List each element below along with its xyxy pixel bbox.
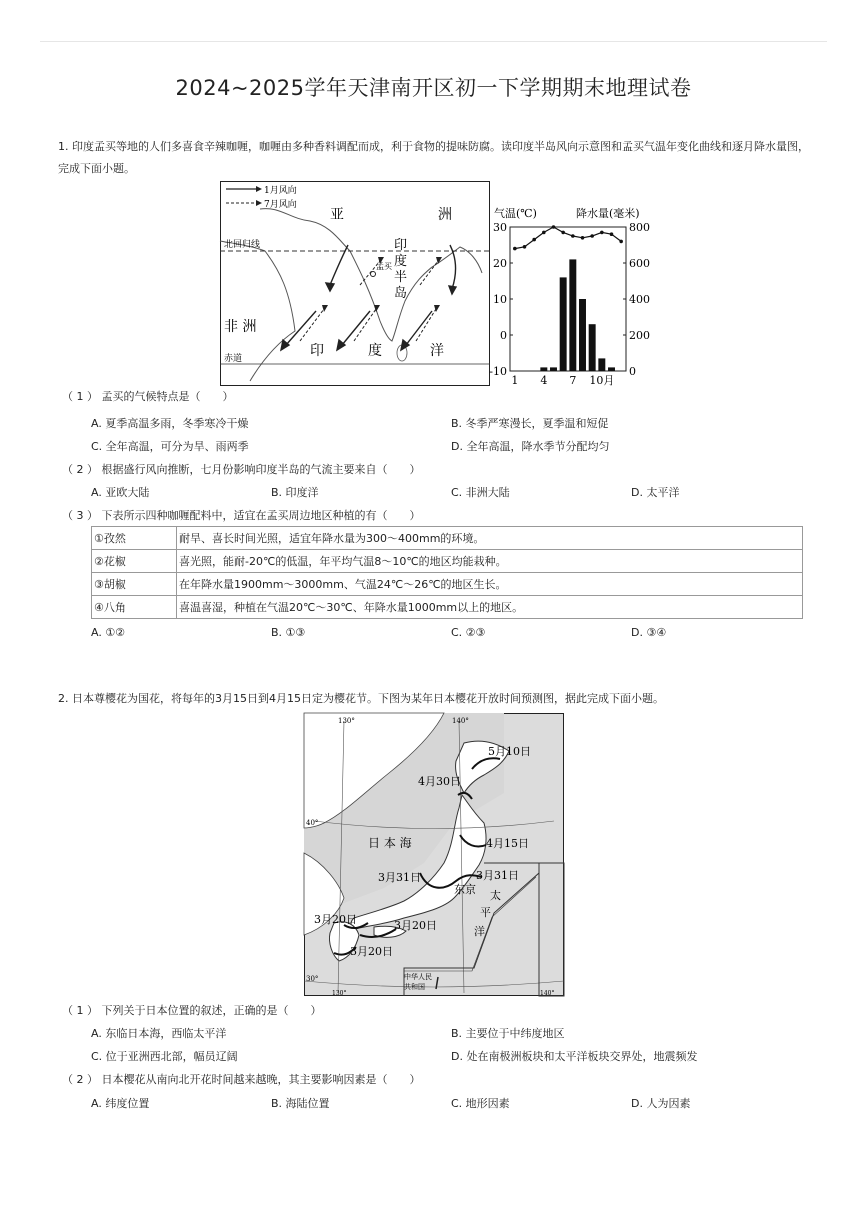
temperature-point xyxy=(513,247,517,251)
header-divider xyxy=(40,41,827,42)
x-tick-label: 10月 xyxy=(589,374,615,387)
label-mar-20-c: 3月20日 xyxy=(350,945,393,958)
ocean-label-1: 印 xyxy=(310,343,324,359)
q2-sub1-option-b[interactable]: B. 主要位于中纬度地区 xyxy=(451,1027,565,1040)
ocean-label-2: 度 xyxy=(368,343,382,359)
temperature-point xyxy=(581,236,585,240)
india-label-1: 印 xyxy=(394,238,408,253)
left-tick-label: 30 xyxy=(493,221,507,234)
q2-sub1-option-d[interactable]: D. 处在南极洲板块和太平洋板块交界处，地震频发 xyxy=(451,1050,698,1063)
left-tick-label: 20 xyxy=(493,257,507,270)
right-tick-label: 0 xyxy=(629,365,636,378)
label-mar-20-a: 3月20日 xyxy=(314,913,357,926)
temperature-point xyxy=(542,231,546,235)
lat-40-label: 40° xyxy=(306,819,319,827)
x-tick-label: 1 xyxy=(511,374,519,387)
question-1-intro: 1. 印度孟买等地的人们多喜食辛辣咖喱，咖喱由多种香料调配而成，利于食物的提味防腐。读印度半岛风向示意图和孟买气温年变化曲线和逐月降水量图，完成下面小题。 xyxy=(58,140,809,175)
label-apr-15: 4月15日 xyxy=(486,837,529,850)
label-pacific-1: 太 xyxy=(490,889,501,902)
ocean-label-3: 洋 xyxy=(430,343,444,359)
q1-sub2-option-b[interactable]: B. 印度洋 xyxy=(271,486,319,499)
q1-sub1-option-a[interactable]: A. 夏季高温多雨，冬季寒冷干燥 xyxy=(91,417,249,430)
q1-sub2-stem: （ 2 ） 根据盛行风向推断，七月份影响印度半岛的气流主要来自（ ） xyxy=(62,463,421,476)
q2-sub2-option-b[interactable]: B. 海陆位置 xyxy=(271,1097,330,1110)
asia-label-1: 亚 xyxy=(330,207,344,223)
chart-ylabel-left: 气温(℃) xyxy=(494,207,537,220)
table-row: ①孜然 耐旱、喜长时间光照，适宜年降水量为300～400mm的环境。 xyxy=(92,527,803,550)
precip-bar xyxy=(550,367,557,371)
table-row: ③胡椒 在年降水量1900mm～3000mm、气温24℃～26℃的地区生长。 xyxy=(92,573,803,596)
question-2-intro: 2. 日本尊樱花为国花，将每年的3月15日到4月15日定为樱花节。下图为某年日本樱花开放时间预测图，据此完成下面小题。 xyxy=(58,692,664,705)
right-tick-label: 800 xyxy=(629,221,650,234)
left-tick-label: -10 xyxy=(489,365,507,378)
precip-bar xyxy=(608,367,615,371)
asia-label-2: 洲 xyxy=(438,207,452,223)
q2-sub2-option-a[interactable]: A. 纬度位置 xyxy=(91,1097,150,1110)
left-tick-label: 10 xyxy=(493,293,507,306)
precip-bar xyxy=(540,367,547,371)
precip-bar xyxy=(579,299,586,371)
left-tick-label: 0 xyxy=(500,329,507,342)
q1-sub3-option-d[interactable]: D. ③④ xyxy=(631,626,667,639)
label-apr-30: 4月30日 xyxy=(418,775,461,788)
label-may-10: 5月10日 xyxy=(488,745,531,758)
q1-sub3-option-b[interactable]: B. ①③ xyxy=(271,626,306,639)
temperature-point xyxy=(523,245,527,249)
mumbai-label: 孟买 xyxy=(376,262,392,271)
label-sea-of-japan: 日 本 海 xyxy=(368,836,412,850)
india-wind-map xyxy=(220,181,490,386)
q1-sub3-stem: （ 3 ） 下表所示四种咖喱配料中，适宜在孟买周边地区种植的有（ ） xyxy=(62,509,421,522)
temperature-line xyxy=(515,227,621,249)
right-tick-label: 600 xyxy=(629,257,650,270)
q1-sub1-option-c[interactable]: C. 全年高温，可分为旱、雨两季 xyxy=(91,440,249,453)
q1-sub2-option-a[interactable]: A. 亚欧大陆 xyxy=(91,486,150,499)
precip-bar xyxy=(589,324,596,371)
q2-sub1-option-a[interactable]: A. 东临日本海，西临太平洋 xyxy=(91,1027,227,1040)
x-tick-label: 4 xyxy=(540,374,548,387)
legend-jan: 1月风向 xyxy=(264,186,297,196)
precip-bar xyxy=(598,358,605,371)
inset-label-1: 中华人民 xyxy=(404,973,432,981)
temperature-point xyxy=(600,231,604,235)
label-mar-20-b: 3月20日 xyxy=(394,919,437,932)
africa-label: 非 洲 xyxy=(224,319,257,335)
q1-sub1-option-d[interactable]: D. 全年高温，降水季节分配均匀 xyxy=(451,440,610,453)
chart-ylabel-right: 降水量(毫米) xyxy=(576,207,640,220)
temperature-point xyxy=(532,238,536,242)
q2-sub1-stem: （ 1 ） 下列关于日本位置的叙述，正确的是（ ） xyxy=(62,1004,322,1017)
mumbai-climate-chart xyxy=(489,205,650,390)
q2-sub2-option-d[interactable]: D. 人为因素 xyxy=(631,1097,691,1110)
precip-bar xyxy=(560,277,567,371)
temperature-point xyxy=(610,232,614,236)
label-pacific-2: 平 xyxy=(480,906,491,919)
temperature-point xyxy=(552,225,556,229)
india-label-2: 度 xyxy=(394,254,408,269)
q1-sub3-option-a[interactable]: A. ①② xyxy=(91,626,126,639)
precip-bar xyxy=(569,259,576,371)
right-tick-label: 400 xyxy=(629,293,650,306)
label-mar-31-west: 3月31日 xyxy=(378,871,421,884)
label-mar-31-east: 3月31日 xyxy=(476,869,519,882)
temperature-point xyxy=(590,234,594,238)
x-tick-label: 7 xyxy=(569,374,577,387)
table-row: ④八角 喜温喜湿，种植在气温20℃～30℃、年降水量1000mm以上的地区。 xyxy=(92,596,803,619)
q1-sub2-option-d[interactable]: D. 太平洋 xyxy=(631,486,680,499)
india-label-3: 半 xyxy=(394,270,408,285)
lon-140-label: 140° xyxy=(452,717,469,725)
spice-table xyxy=(91,526,803,619)
q2-sub2-stem: （ 2 ） 日本樱花从南向北开花时间越来越晚，其主要影响因素是（ ） xyxy=(62,1073,421,1086)
label-tokyo: 东京 xyxy=(454,883,476,896)
q2-sub1-option-c[interactable]: C. 位于亚洲西北部，幅员辽阔 xyxy=(91,1050,238,1063)
japan-cherry-blossom-map xyxy=(304,713,564,996)
q1-sub1-stem: （ 1 ） 孟买的气候特点是（ ） xyxy=(62,390,234,403)
lon-130-label: 130° xyxy=(338,717,355,725)
table-row: ②花椒 喜光照，能耐-20℃的低温，年平均气温8～10℃的地区均能栽种。 xyxy=(92,550,803,573)
q1-sub2-option-c[interactable]: C. 非洲大陆 xyxy=(451,486,510,499)
inset-label-2: 共和国 xyxy=(404,983,425,991)
equator-label: 赤道 xyxy=(224,354,243,364)
lon-130-bottom-label: 130° xyxy=(332,990,347,997)
lat-30-label: 30° xyxy=(306,975,319,983)
india-label-4: 岛 xyxy=(394,286,408,301)
page-title: 2024~2025学年天津南开区初一下学期期末地理试卷 xyxy=(175,76,692,100)
temperature-point xyxy=(571,234,575,238)
legend-jul: 7月风向 xyxy=(264,200,297,210)
lon-140-bottom-label: 140° xyxy=(540,990,555,997)
temperature-point xyxy=(561,231,565,235)
q1-sub3-option-c[interactable]: C. ②③ xyxy=(451,626,486,639)
tropic-label: 北回归线 xyxy=(224,240,261,250)
q1-sub1-option-b[interactable]: B. 冬季严寒漫长，夏季温和短促 xyxy=(451,417,609,430)
temperature-point xyxy=(619,240,623,244)
label-pacific-3: 洋 xyxy=(474,925,485,938)
right-tick-label: 200 xyxy=(629,329,650,342)
q2-sub2-option-c[interactable]: C. 地形因素 xyxy=(451,1097,510,1110)
